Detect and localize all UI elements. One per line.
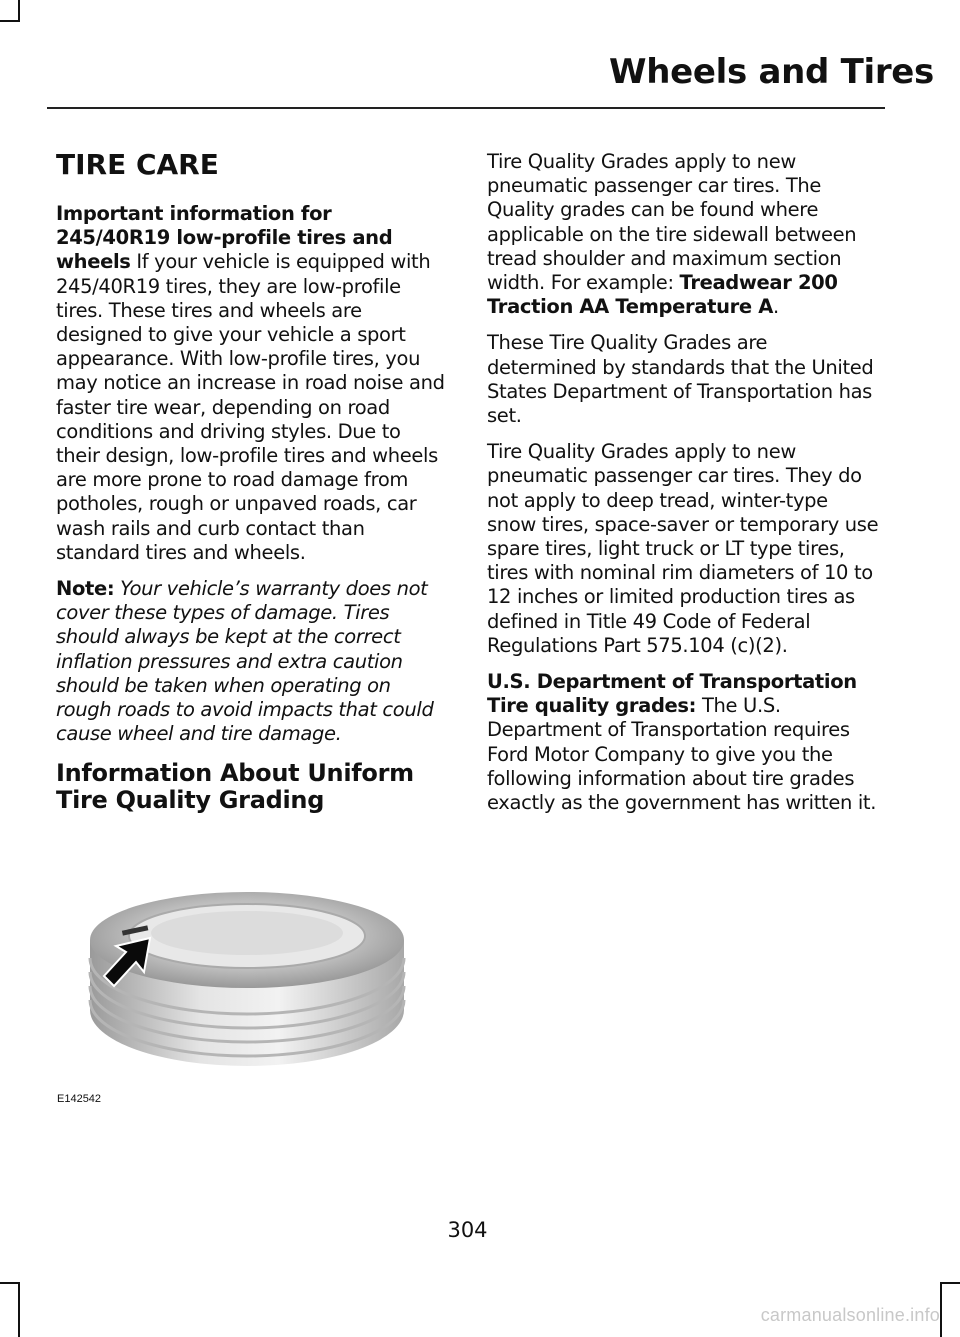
- lowprofile-text: If your vehicle is equipped with 245/40R19 tires, they are low-profile tires. These tires and wheels are designed to give your vehicle a sport appearance. With low-profile tires, you may notice an increase in road noise and faster tire wear, depending on road conditions and driving styles. Due to their design, low-profile tires and wheels are more prone to road damage from potholes, rough or unpaved roads, car wash rails and curb contact than standard tires and wheels.: [56, 250, 445, 564]
- grades-intro-text: Tire Quality Grades apply to new pneumatic passenger car tires. The Quality grades can be found where applicable on the tire sidewall between tread shoulder and maximum section width. For example:: [487, 150, 857, 295]
- right-column: [487, 150, 880, 827]
- page-header-title: Wheels and Tires: [609, 52, 934, 92]
- utqg-subheading: Information About Uniform Tire Quality Grading: [56, 759, 414, 815]
- lowprofile-paragraph: [56, 202, 448, 565]
- figure-code: E142542: [57, 1093, 102, 1105]
- crop-mark-tl-v: [18, 0, 20, 22]
- note-text: Your vehicle’s warranty does not cover these types of damage. Tires should always be kept at the correct inflation pressures and extra caution should be taken when operating on rough roads to avoid impacts that could cause wheel and tire damage.: [56, 577, 434, 746]
- standards-paragraph: These Tire Quality Grades are determined by standards that the United States Department of Transportation has set.: [487, 331, 874, 428]
- left-column: [56, 148, 448, 814]
- dot-text: The U.S. Department of Transportation requires Ford Motor Company to give you the following information about tire grades exactly as the government has written it.: [487, 694, 877, 815]
- crop-mark-bl-h: [0, 1282, 20, 1284]
- crop-mark-bl-v: [18, 1282, 20, 1337]
- dot-paragraph: [487, 670, 880, 815]
- crop-mark-br-h: [940, 1282, 960, 1284]
- lowprofile-heading: Important information for 245/40R19 low-profile tires and wheels: [56, 202, 393, 274]
- grades-example-period: .: [772, 295, 779, 319]
- watermark: carmanualsonline.info: [760, 1305, 940, 1325]
- grades-example: Treadwear 200 Traction AA Temperature A: [487, 271, 838, 319]
- crop-mark-tl-h: [0, 20, 20, 22]
- applicability-paragraph: Tire Quality Grades apply to new pneumatic passenger car tires. They do not apply to deep tread, winter-type snow tires, space-saver or temporary use spare tires, light truck or LT type tires, tires with nominal rim diameters of 10 to 12 inches or limited production tires as defined in Title 49 Code of Federal Regulations Part 575.104 (c)(2).: [487, 440, 879, 657]
- header-divider: [47, 107, 885, 109]
- dot-heading: U.S. Department of Transportation Tire quality grades:: [487, 670, 857, 718]
- page-number: 304: [447, 1218, 488, 1242]
- note-label: Note:: [56, 577, 115, 601]
- section-title: TIRE CARE: [56, 148, 219, 181]
- tire-illustration: [84, 888, 410, 1068]
- note-paragraph: [56, 577, 448, 746]
- crop-mark-br-v: [940, 1282, 942, 1337]
- grades-intro-paragraph: [487, 150, 880, 319]
